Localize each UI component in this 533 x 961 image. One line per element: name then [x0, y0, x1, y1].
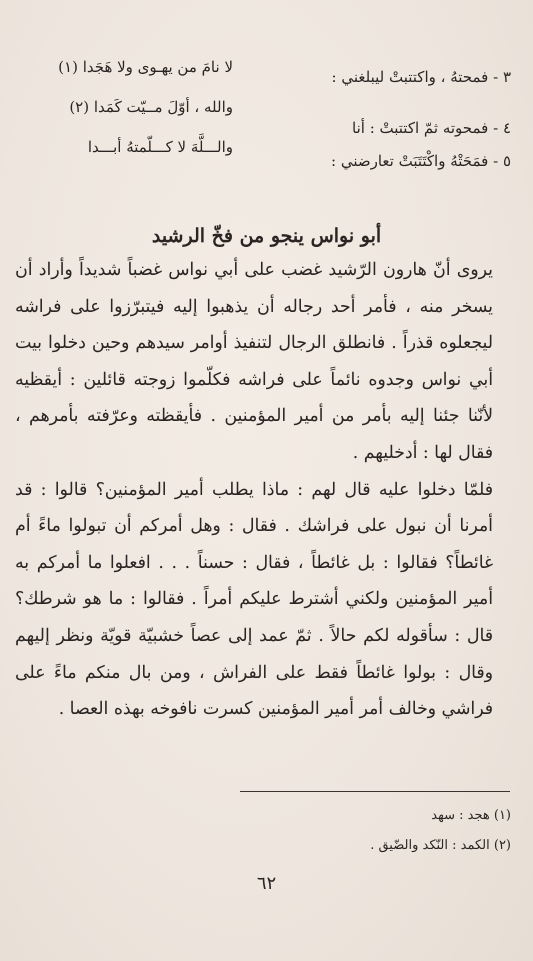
poem-line-right-3: ٥ - فمَحَتْهُ واكْتَتَبَتْ تعارضني :: [331, 152, 511, 170]
footnote-1: (١) هجد : سهد: [431, 808, 511, 823]
poem-line-left-2: والله ، أوّلَ مــيّت كَمَدا (٢): [69, 98, 233, 116]
poem-line-left-3: والـــلَّهَ لا كـــلّمتهُ أبـــدا: [87, 138, 233, 156]
story-body: [15, 252, 515, 728]
footnote-2: (٢) الكمد : النّكد والضّيق .: [370, 838, 511, 853]
footnote-separator: [240, 791, 510, 792]
story-paragraph-2: فلمّا دخلوا عليه قال لهم : ماذا يطلب أمير المؤمنين؟ قالوا : قد أمرنا أن نبول على فراشك . فقال : وهل أمركم أن تبولوا ماءً أم غائطاً؟ فقالوا : بل غائطاً ، فقال : حسناً . . . افعلوا ما أمركم به أمير المؤمنين ولكني أشترط عليكم أمراً . فقالوا : ما هو شرطك؟ قال : سأقوله لكم حالاً . ثمّ عمد إلى عصاً خشبيّة قويّة ونظر إليهم وقال : بولوا غائطاً فقط على الفراش ، ومن بال منكم ماءً على فراشي وخالف أمر أمير المؤمنين كسرت نافوخه بهذه العصا .: [15, 479, 493, 720]
story-title: أبو نواس ينجو من فخّ الرشيد: [151, 225, 382, 247]
poem-line-right-2: ٤ - فمحوته ثمّ اكتتبتْ : أنا: [352, 119, 511, 137]
poem-line-left-1: لا نامَ من يهـوى ولا هَجَدا (١): [58, 58, 233, 76]
poem-line-right-1: ٣ - فمحتهُ ، واكتتبتْ ليبلغني :: [331, 68, 511, 86]
story-paragraph-1: يروى أنّ هارون الرّشيد غضب على أبي نواس غضباً شديداً وأراد أن يسخر منه ، فأمر أحد رجاله أن يذهبوا إليه فيتبرّزوا على فراشه ليجعلوه قذراً . فانطلق الرجال لتنفيذ أوامر سيدهم وحين دخلوا بيت أبي نواس وجدوه نائماً على فراشه فكلّموا زوجته قائلين : أيقظيه لأنّنا جئنا إليه بأمر من أمير المؤمنين . فأيقظته وعرّفته بأمرهم ، فقال لها : أدخليهم .: [15, 260, 493, 463]
page-number: ٦٢: [256, 873, 277, 894]
